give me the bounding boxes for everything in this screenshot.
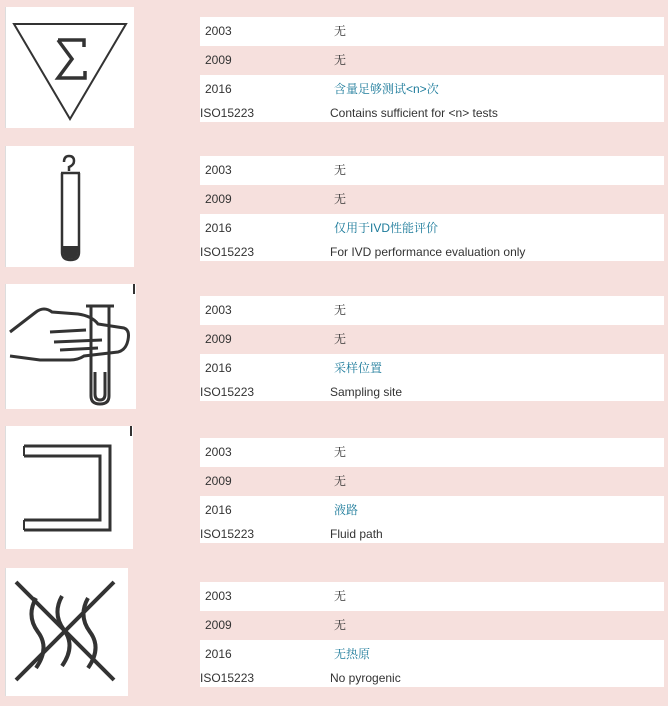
table-row — [200, 185, 664, 214]
table-row — [200, 243, 664, 261]
year-cell: ISO15223 — [200, 245, 255, 259]
year-cell: 2003 — [205, 303, 232, 317]
value-cell: Fluid path — [330, 527, 383, 541]
symbol-block-non-pyrogenic — [0, 565, 668, 706]
table-row — [200, 611, 664, 640]
year-cell: 2009 — [205, 618, 232, 632]
value-cell: 液路 — [334, 503, 359, 517]
value-cell: 无 — [334, 53, 347, 67]
year-cell: ISO15223 — [200, 527, 255, 541]
value-cell: 无 — [334, 192, 347, 206]
value-cell: 无 — [334, 303, 347, 317]
table-row — [200, 383, 664, 401]
symbol-block-sampling-site — [0, 279, 668, 420]
symbol-block-test-tube — [0, 139, 668, 280]
value-cell: For IVD performance evaluation only — [330, 245, 526, 259]
year-cell: ISO15223 — [200, 385, 255, 399]
year-cell: 2003 — [205, 163, 232, 177]
table-row — [200, 46, 664, 75]
table-row — [200, 438, 664, 467]
year-cell: 2009 — [205, 332, 232, 346]
value-cell: 无 — [334, 24, 347, 38]
symbol-block-sigma — [0, 0, 668, 141]
value-cell: No pyrogenic — [330, 671, 401, 685]
value-cell: Contains sufficient for <n> tests — [330, 106, 498, 120]
value-cell: 采样位置 — [334, 361, 383, 375]
year-cell: 2003 — [205, 589, 232, 603]
hand-holding-tube-icon — [5, 284, 136, 409]
value-cell: 无 — [334, 163, 347, 177]
year-cell: 2016 — [205, 361, 232, 375]
table-row — [200, 640, 664, 669]
value-cell: 无 — [334, 589, 347, 603]
year-cell: 2016 — [205, 221, 232, 235]
year-cell: 2016 — [205, 503, 232, 517]
symbol-table — [200, 438, 664, 543]
table-row — [200, 214, 664, 243]
value-cell: Sampling site — [330, 385, 403, 399]
table-row — [200, 296, 664, 325]
fluid-path-icon — [5, 426, 133, 549]
sigma-triangle-icon — [5, 7, 134, 128]
symbol-table — [200, 296, 664, 401]
symbol-table — [200, 582, 664, 687]
non-pyrogenic-icon — [5, 568, 128, 696]
value-cell: 无热原 — [334, 647, 371, 661]
table-row — [200, 104, 664, 122]
symbol-table — [200, 17, 664, 122]
value-cell: 无 — [334, 332, 347, 346]
table-row — [200, 17, 664, 46]
year-cell: 2003 — [205, 24, 232, 38]
year-cell: ISO15223 — [200, 106, 255, 120]
year-cell: 2009 — [205, 192, 232, 206]
table-row — [200, 525, 664, 543]
table-row — [200, 325, 664, 354]
year-cell: 2003 — [205, 445, 232, 459]
value-cell: 含量足够测试<n>次 — [334, 82, 439, 96]
table-row — [200, 156, 664, 185]
symbol-block-fluid-path — [0, 421, 668, 562]
year-cell: 2009 — [205, 474, 232, 488]
value-cell: 仅用于IVD性能评价 — [334, 221, 439, 235]
value-cell: 无 — [334, 474, 347, 488]
table-row — [200, 467, 664, 496]
table-row — [200, 75, 664, 104]
table-row — [200, 669, 664, 687]
table-row — [200, 496, 664, 525]
year-cell: 2016 — [205, 647, 232, 661]
value-cell: 无 — [334, 618, 347, 632]
value-cell: 无 — [334, 445, 347, 459]
table-row — [200, 354, 664, 383]
year-cell: 2016 — [205, 82, 232, 96]
table-row — [200, 582, 664, 611]
symbol-table — [200, 156, 664, 261]
test-tube-icon — [5, 146, 134, 267]
year-cell: ISO15223 — [200, 671, 255, 685]
year-cell: 2009 — [205, 53, 232, 67]
